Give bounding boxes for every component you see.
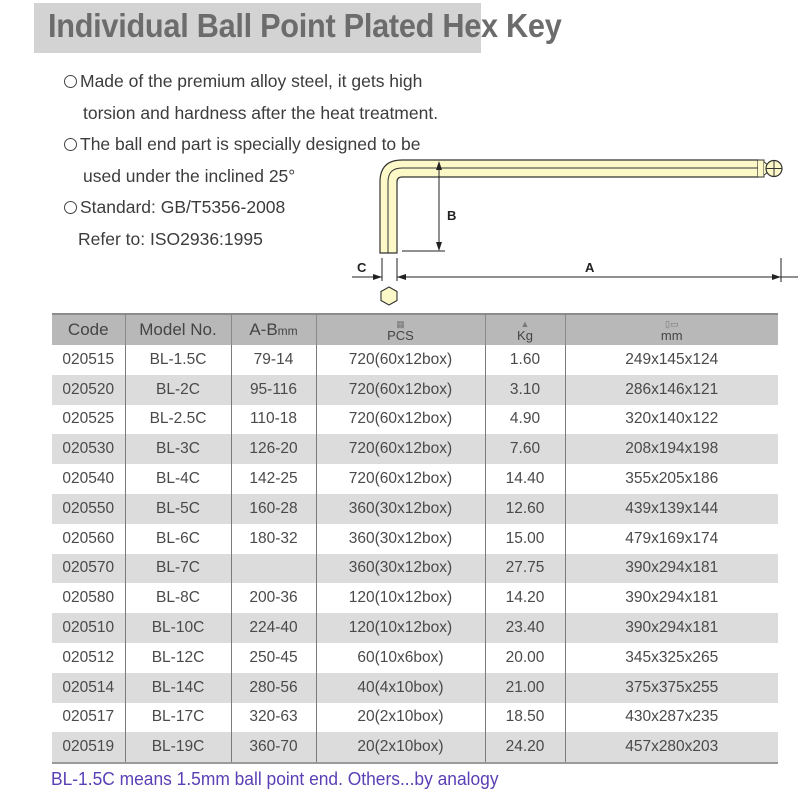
page-title: Individual Ball Point Plated Hex Key bbox=[48, 7, 562, 44]
feature-item: Standard: GB/T5356-2008 bbox=[64, 192, 438, 224]
header-code: Code bbox=[52, 314, 125, 345]
feature-item: Made of the premium alloy steel, it gets high bbox=[64, 66, 438, 98]
feature-item-continued: used under the inclined 25° bbox=[83, 165, 296, 186]
table-row: 020540 BL-4C 142-25 720(60x12box) 14.40 355x205x186 bbox=[52, 464, 778, 494]
table-row: 020510 BL-10C 224-40 120(10x12box) 23.40 390x294x181 bbox=[52, 613, 778, 643]
header-mm: ▯▭ mm bbox=[565, 314, 778, 345]
hex-key-diagram bbox=[340, 120, 810, 320]
box-stack-icon: ▦ bbox=[396, 318, 405, 329]
footnote: BL-1.5C means 1.5mm ball point end. Others...by analogy bbox=[51, 768, 499, 789]
header-model: Model No. bbox=[125, 314, 231, 345]
table-row: 020515 BL-1.5C 79-14 720(60x12box) 1.60 249x145x124 bbox=[52, 345, 778, 375]
circle-bullet-icon bbox=[64, 138, 77, 151]
table-row: 020514 BL-14C 280-56 40(4x10box) 21.00 375x375x255 bbox=[52, 673, 778, 703]
circle-bullet-icon bbox=[64, 201, 77, 214]
hex-key-dimension-diagram-icon bbox=[340, 120, 810, 320]
feature-item: The ball end part is specially designed to be bbox=[64, 129, 438, 161]
header-pcs: ▦ PCS bbox=[316, 314, 485, 345]
table-row: 020550 BL-5C 160-28 360(30x12box) 12.60 439x139x144 bbox=[52, 494, 778, 524]
header-ab: A-Bmm bbox=[231, 314, 316, 345]
carton-dimension-icon: ▯▭ bbox=[665, 318, 679, 329]
title-banner bbox=[34, 3, 562, 53]
table-row: 020525 BL-2.5C 110-18 720(60x12box) 4.90 320x140x122 bbox=[52, 405, 778, 435]
table-row: 020570 BL-7C 360(30x12box) 27.75 390x294x181 bbox=[52, 554, 778, 584]
table-row: 020519 BL-19C 360-70 20(2x10box) 24.20 457x280x203 bbox=[52, 732, 778, 763]
feature-item-continued: torsion and hardness after the heat treatment. bbox=[83, 102, 439, 123]
header-kg: ▲ Kg bbox=[485, 314, 565, 345]
feature-item-continued: Refer to: ISO2936:1995 bbox=[78, 228, 263, 249]
svg-text:B: B bbox=[447, 208, 457, 223]
svg-text:A: A bbox=[585, 260, 595, 275]
circle-bullet-icon bbox=[64, 75, 77, 88]
svg-text:C: C bbox=[357, 260, 367, 275]
table-row: 020517 BL-17C 320-63 20(2x10box) 18.50 430x287x235 bbox=[52, 703, 778, 733]
table-row: 020530 BL-3C 126-20 720(60x12box) 7.60 208x194x198 bbox=[52, 434, 778, 464]
table-header-row bbox=[52, 314, 778, 345]
table-row: 020512 BL-12C 250-45 60(10x6box) 20.00 345x325x265 bbox=[52, 643, 778, 673]
table-row: 020560 BL-6C 180-32 360(30x12box) 15.00 479x169x174 bbox=[52, 524, 778, 554]
spec-table bbox=[52, 313, 778, 764]
table-row: 020580 BL-8C 200-36 120(10x12box) 14.20 390x294x181 bbox=[52, 583, 778, 613]
table-row: 020520 BL-2C 95-116 720(60x12box) 3.10 286x146x121 bbox=[52, 375, 778, 405]
weight-icon: ▲ bbox=[520, 318, 530, 329]
